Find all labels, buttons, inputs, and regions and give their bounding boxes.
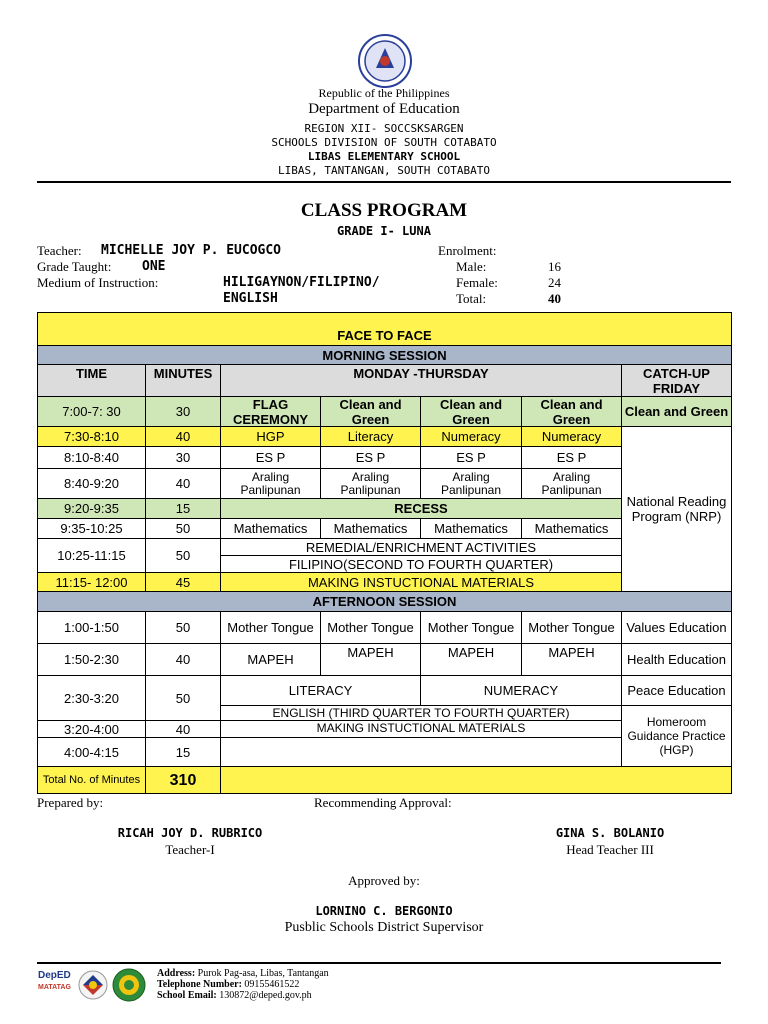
afternoon-session-header: AFTERNOON SESSION [38, 592, 731, 612]
subject-cell: Numeracy [522, 427, 622, 447]
time-cell: 9:35-10:25 [38, 519, 146, 539]
subject-cell: Mother Tongue [221, 612, 321, 644]
teacher-name: MICHELLE JOY P. EUCOGCO [101, 243, 282, 258]
time-cell: 9:20-9:35 [38, 499, 146, 519]
minutes-cell: 40 [146, 644, 221, 676]
school-logo-icon [112, 968, 146, 1002]
friday-nrp-cell: National Reading Program (NRP) [622, 427, 731, 592]
header-region: REGION XII- SOCCSKSARGEN [304, 122, 464, 135]
col-minutes: MINUTES [146, 365, 221, 397]
class-program-table [37, 312, 732, 794]
subject-cell: Mathematics [321, 519, 421, 539]
time-cell: 8:10-8:40 [38, 447, 146, 469]
prepared-by-label: Prepared by: [37, 795, 104, 810]
enrolment-label: Enrolment: [438, 243, 497, 258]
time-cell: 10:25-11:15 [38, 539, 146, 573]
medium-value-1: HILIGAYNON/FILIPINO/ [223, 275, 380, 290]
subject-cell: Mother Tongue [321, 612, 421, 644]
subject-cell: Araling Panlipunan [421, 469, 522, 499]
footer-email-value[interactable]: 130872@deped.gov.ph [219, 990, 312, 1001]
footer-address [157, 968, 329, 979]
literacy-cell: LITERACY [221, 676, 421, 706]
time-cell: 3:20-4:00 [38, 721, 146, 738]
materials-cell: MAKING INSTUCTIONAL MATERIALS [221, 721, 622, 738]
subject-cell: MAPEH [321, 644, 421, 676]
female-label: Female: [456, 275, 498, 290]
subject-cell: ES P [321, 447, 421, 469]
minutes-cell: 45 [146, 573, 221, 592]
minutes-cell: 15 [146, 738, 221, 767]
filipino-cell: FILIPINO(SECOND TO FOURTH QUARTER) [221, 556, 622, 573]
header-divider [37, 181, 731, 183]
medium-label: Medium of Instruction: [37, 275, 159, 290]
minutes-cell: 15 [146, 499, 221, 519]
subject-cell: Numeracy [421, 427, 522, 447]
deped-logo-text: DepED [38, 970, 71, 981]
header-division: SCHOOLS DIVISION OF SOUTH COTABATO [271, 136, 497, 149]
time-cell: 7:00-7: 30 [38, 397, 146, 427]
numeracy-cell: NUMERACY [421, 676, 622, 706]
friday-hgp-cell: Homeroom Guidance Practice (HGP) [622, 706, 731, 767]
footer-phone [157, 979, 299, 990]
header-republic: Republic of the Philippines [318, 86, 450, 100]
footer-email-label: School Email: [157, 990, 217, 1001]
footer-email [157, 990, 312, 1001]
subject-cell: Clean and Green [522, 397, 622, 427]
footer-divider [37, 962, 721, 964]
subject-cell: ES P [221, 447, 321, 469]
grade-taught-value: ONE [142, 259, 166, 274]
col-time: TIME [38, 365, 146, 397]
time-cell: 2:30-3:20 [38, 676, 146, 721]
subject-cell: Clean and Green [421, 397, 522, 427]
minutes-cell: 50 [146, 539, 221, 573]
minutes-cell: 50 [146, 676, 221, 721]
minutes-cell: 30 [146, 447, 221, 469]
matatag-logo-text: MATATAG [38, 984, 71, 991]
bagong-pilipinas-logo-icon [78, 970, 108, 1000]
preparer-name: RICAH JOY D. RUBRICO [117, 826, 263, 840]
time-cell: 7:30-8:10 [38, 427, 146, 447]
subject-cell: MAPEH [221, 644, 321, 676]
time-cell: 1:50-2:30 [38, 644, 146, 676]
face-to-face-banner: FACE TO FACE [38, 313, 731, 346]
medium-value-2: ENGLISH [223, 291, 278, 306]
remedial-cell: REMEDIAL/ENRICHMENT ACTIVITIES [221, 539, 622, 556]
footer-phone-label: Telephone Number: [157, 979, 242, 990]
subject-cell: Araling Panlipunan [321, 469, 421, 499]
approver-title: Pusblic Schools District Supervisor [284, 920, 484, 935]
subject-cell: Araling Panlipunan [522, 469, 622, 499]
male-label: Male: [456, 259, 487, 274]
approved-by-label: Approved by: [348, 873, 420, 888]
page-title: CLASS PROGRAM [300, 200, 468, 221]
deped-seal-icon [358, 34, 412, 88]
recommender-title: Head Teacher III [566, 842, 654, 857]
minutes-cell: 40 [146, 721, 221, 738]
recommender-name: GINA S. BOLANIO [555, 826, 665, 840]
subject-cell: HGP [221, 427, 321, 447]
english-cell: ENGLISH (THIRD QUARTER TO FOURTH QUARTER) [221, 706, 622, 721]
subject-cell: ES P [522, 447, 622, 469]
header-department: Department of Education [308, 101, 460, 117]
total-minutes-value: 310 [146, 767, 221, 793]
minutes-cell: 40 [146, 469, 221, 499]
subject-cell: ES P [421, 447, 522, 469]
header-school: LIBAS ELEMENTARY SCHOOL [307, 150, 461, 163]
subject-cell: Mathematics [221, 519, 321, 539]
footer-address-value: Purok Pag-asa, Libas, Tantangan [197, 968, 329, 979]
total-label: Total: [456, 291, 487, 306]
total-empty-cell [221, 767, 731, 793]
grade-taught-label: Grade Taught: [37, 259, 112, 274]
subject-cell: Mathematics [421, 519, 522, 539]
friday-cell: Health Education [622, 644, 731, 676]
empty-cell [221, 738, 622, 767]
minutes-cell: 50 [146, 612, 221, 644]
header-address: LIBAS, TANTANGAN, SOUTH COTABATO [278, 164, 490, 177]
subject-cell: Literacy [321, 427, 421, 447]
approver-name: LORNINO C. BERGONIO [315, 904, 453, 918]
subject-cell: MAPEH [522, 644, 622, 676]
grade-section: GRADE I- LUNA [337, 224, 431, 238]
subject-cell: Clean and Green [321, 397, 421, 427]
time-cell: 8:40-9:20 [38, 469, 146, 499]
footer-phone-value: 09155461522 [244, 979, 300, 990]
friday-cell: Peace Education [622, 676, 731, 706]
subject-cell: FLAG CEREMONY [221, 397, 321, 427]
deped-logo [38, 969, 76, 1003]
male-count: 16 [548, 259, 561, 274]
time-cell: 1:00-1:50 [38, 612, 146, 644]
materials-cell: MAKING INSTUCTIONAL MATERIALS [221, 573, 622, 592]
recess-cell: RECESS [221, 499, 622, 519]
friday-cell: Values Education [622, 612, 731, 644]
footer-address-label: Address: [157, 968, 196, 979]
time-cell: 4:00-4:15 [38, 738, 146, 767]
subject-cell: Araling Panlipunan [221, 469, 321, 499]
female-count: 24 [548, 275, 561, 290]
minutes-cell: 30 [146, 397, 221, 427]
minutes-cell: 40 [146, 427, 221, 447]
subject-cell: Mother Tongue [421, 612, 522, 644]
col-monday-thursday: MONDAY -THURSDAY [221, 365, 622, 397]
preparer-title: Teacher-I [165, 842, 215, 857]
col-catch-up-friday: CATCH-UP FRIDAY [622, 365, 731, 397]
total-count: 40 [548, 291, 561, 306]
friday-cell: Clean and Green [622, 397, 731, 427]
total-minutes-label: Total No. of Minutes [38, 767, 146, 793]
teacher-label: Teacher: [37, 243, 82, 258]
morning-session-header: MORNING SESSION [38, 346, 731, 365]
subject-cell: Mother Tongue [522, 612, 622, 644]
subject-cell: Mathematics [522, 519, 622, 539]
minutes-cell: 50 [146, 519, 221, 539]
recommending-label: Recommending Approval: [314, 795, 452, 810]
time-cell: 11:15- 12:00 [38, 573, 146, 592]
subject-cell: MAPEH [421, 644, 522, 676]
